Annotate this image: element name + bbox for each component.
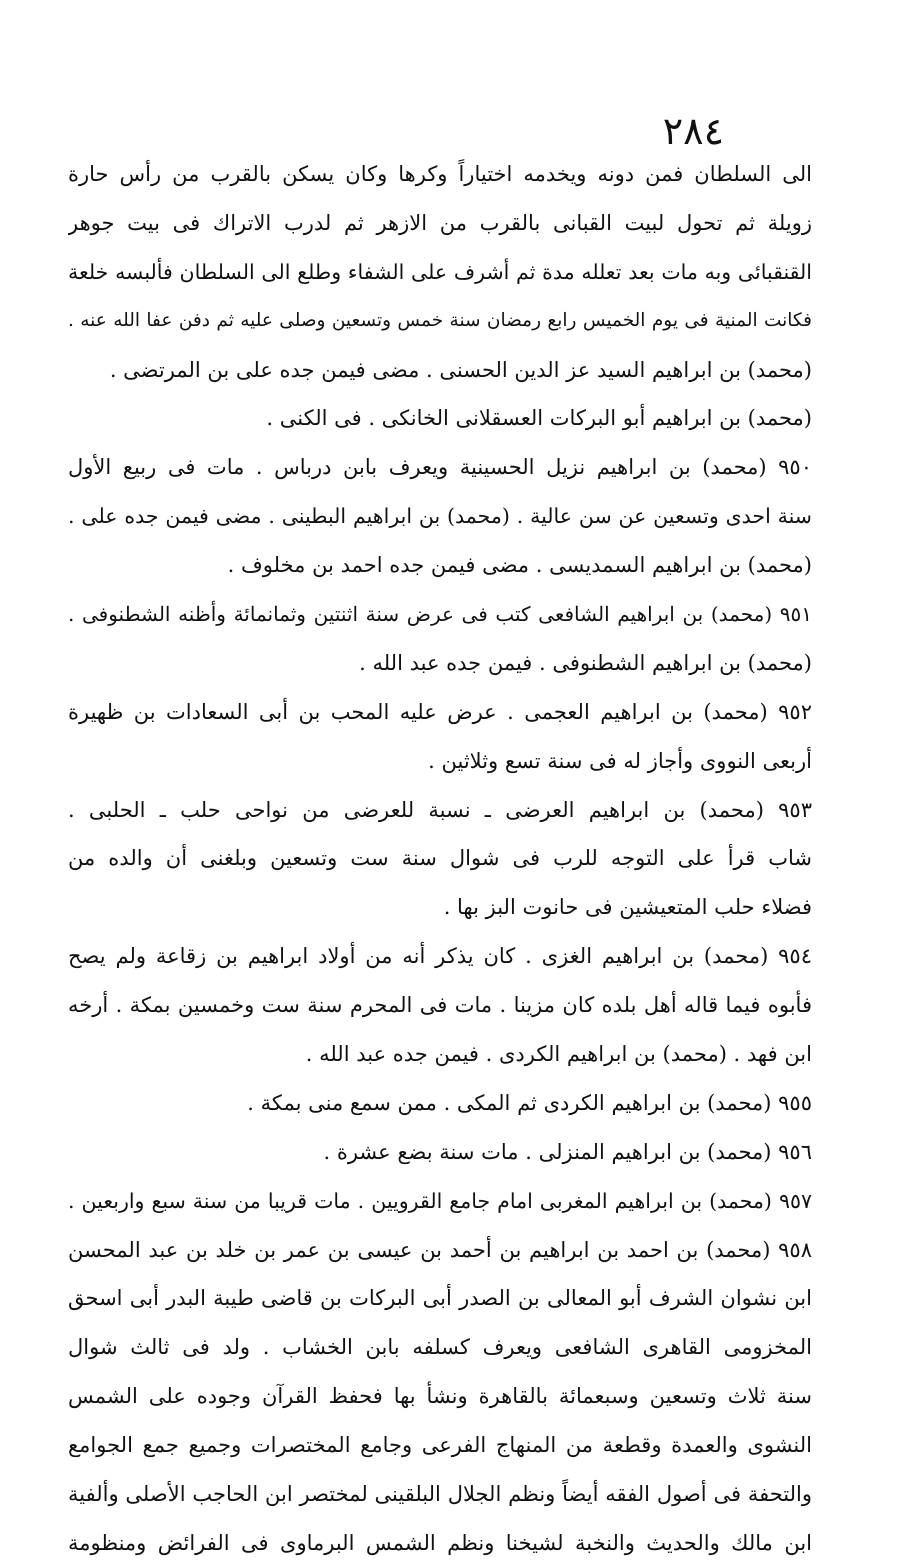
text-line: (محمد) بن ابراهيم السمديسى . مضى فيمن جده احمد بن مخلوف . (227, 553, 812, 578)
text-line: ٩٥٢ (محمد) بن ابراهيم العجمى . عرض عليه المحب بن أبى السعادات بن ظهيرة (68, 699, 812, 724)
text-line: ابن نشوان الشرف أبو المعالى بن الصدر أبى البركات بن قاضى طيبة البدر أبى اسحق (68, 1286, 812, 1311)
text-line: (محمد) بن ابراهيم الشطنوفى . فيمن جده عبد الله . (359, 650, 812, 675)
text-line: فأبوه فيما قاله أهل بلده كان مزينا . مات فى المحرم سنة ست وخمسين بمكة . أرخه (68, 993, 812, 1018)
text-line: ٩٥٥ (محمد) بن ابراهيم الكردى ثم المكى . ممن سمع منى بمكة . (247, 1090, 812, 1115)
text-line: والتحفة فى أصول الفقه أيضاً ونظم الجلال البلقينى لمختصر ابن الحاجب الأصلى وألفية (68, 1482, 812, 1507)
text-line: ابن فهد . (محمد) بن ابراهيم الكردى . فيمن جده عبد الله . (305, 1042, 812, 1067)
text-line: ابن مالك والحديث والنخبة لشيخنا ونظم الشمس البرماوى فى الفرائض ومنظومة (68, 1530, 812, 1555)
text-line: فكانت المنية فى يوم الخميس رابع رمضان سنة خمس وتسعين وصلى عليه ثم دفن عفا الله عنه . (68, 309, 812, 331)
text-line: أربعى النووى وأجاز له فى سنة تسع وثلاثين . (428, 748, 812, 773)
text-line: ٩٥٤ (محمد) بن ابراهيم الغزى . كان يذكر أنه من أولاد ابراهيم بن زقاعة ولم يصح (68, 944, 812, 969)
text-line: المخزومى القاهرى الشافعى ويعرف كسلفه بابن الخشاب . ولد فى ثالث شوال (68, 1335, 812, 1360)
page-number: ٢٨٤ (662, 109, 724, 153)
text-line: سنة ثلاث وتسعين وسبعمائة بالقاهرة ونشأ بها فحفظ القرآن وجوده على الشمس (68, 1384, 812, 1409)
text-line: ٩٥٨ (محمد) بن احمد بن ابراهيم بن أحمد بن عيسى بن عمر بن خلد بن عبد المحسن (68, 1237, 812, 1262)
text-line: ٩٥٦ (محمد) بن ابراهيم المنزلى . مات سنة بضع عشرة . (323, 1139, 812, 1164)
text-line: ٩٥٧ (محمد) بن ابراهيم المغربى امام جامع القرويين . مات قريبا من سنة سبع واربعين . (68, 1188, 812, 1213)
text-line: شاب قرأ على التوجه للرب فى شوال سنة ست وتسعين وبلغنى أن والده من (68, 846, 812, 871)
text-line: ٩٥٠ (محمد) بن ابراهيم نزيل الحسينية ويعرف بابن درباس . مات فى ربيع الأول (68, 455, 812, 480)
text-line: النشوى والعمدة وقطعة من المنهاج الفرعى وجامع المختصرات وجميع جمع الجوامع (68, 1433, 812, 1458)
text-line: القنقبائى وبه مات بعد تعلله مدة ثم أشرف على الشفاء وطلع الى السلطان فألبسه خلعة (68, 259, 812, 284)
text-line: (محمد) بن ابراهيم السيد عز الدين الحسنى . مضى فيمن جده على بن المرتضى . (109, 357, 812, 382)
text-line: الى السلطان فمن دونه ويخدمه اختياراً وكرها وكان يسكن بالقرب من رأس حارة (68, 162, 812, 186)
text-line: (محمد) بن ابراهيم أبو البركات العسقلانى الخانكى . فى الكنى . (266, 406, 812, 431)
text-line: زويلة ثم تحول لبيت القبانى بالقرب من الازهر ثم لدرب الاتراك فى بيت جوهر (68, 210, 812, 235)
body-text (68, 150, 812, 1568)
text-line: سنة احدى وتسعين عن سن عالية . (محمد) بن ابراهيم البطينى . مضى فيمن جده على . (68, 504, 812, 529)
text-line: ٩٥٣ (محمد) بن ابراهيم العرضى ـ نسبة للعرضى من نواحى حلب ـ الحلبى . (68, 797, 812, 822)
text-line: فضلاء حلب المتعيشين فى حانوت البز بها . (443, 895, 812, 920)
text-line: ٩٥١ (محمد) بن ابراهيم الشافعى كتب فى عرض سنة اثنتين وثمانمائة وأظنه الشطنوفى . (68, 602, 812, 627)
